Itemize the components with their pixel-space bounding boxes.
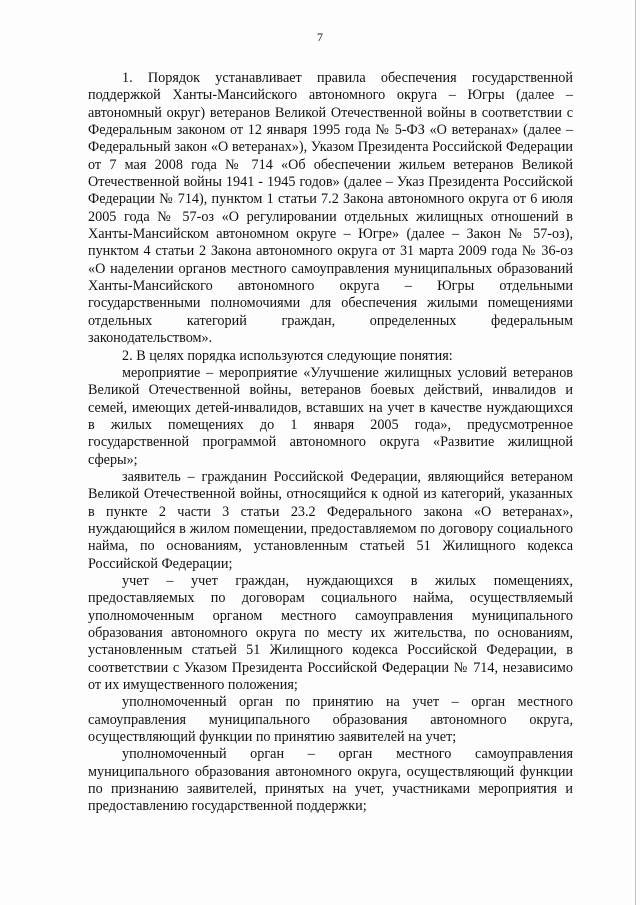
paragraph-1: 1. Порядок устанавливает правила обеспечения государственной поддержкой Ханты-Мансийского автономного округа – Югры (далее – автономный округ) ветеранов Великой Отечественной войны в соответствии с Федеральным законом от 12 января 1995 года № 5-ФЗ «О ветеранах» (далее – Федеральный закон «О ветеранах»), Указом Президента Российской Федерации от 7 мая 2008 года № 714 «Об обеспечении жильем ветеранов Великой Отечественной войны 1941 - 1945 годов» (далее – Указ Президента Российской Федерации № 714), пунктом 1 статьи 7.2 Закона автономного округа от 6 июля 2005 года № 57-оз «О регулировании отдельных жилищных отношений в Ханты-Мансийском автономном округе – Югре» (далее – Закон № 57-оз), пунктом 4 статьи 2 Закона автономного округа от 31 марта 2009 года № 36-оз «О наделении органов местного самоуправления муниципальных образований Ханты-Мансийского автономного округа – Югры отдельными государственными полномочиями для обеспечения жилыми помещениями отдельных категорий граждан, определенных федеральным законодательством». xyxy=(88,70,573,347)
page-edge xyxy=(635,0,636,905)
definition-registration: учет – учет граждан, нуждающихся в жилых помещениях, предоставляемых по договорам социального найма, осуществляемый уполномоченным органом местного самоуправления муниципального образования автономного округа по месту их жительства, по основаниям, установленным статьей 51 Жилищного кодекса Российской Федерации, в соответствии с Указом Президента Российской Федерации № 714, независимо от их имущественного положения; xyxy=(88,572,573,694)
page-number: 7 xyxy=(317,30,323,44)
document-body xyxy=(88,70,573,816)
definition-event: мероприятие – мероприятие «Улучшение жилищных условий ветеранов Великой Отечественной войны, ветеранов боевых действий, инвалидов и семей, имеющих детей-инвалидов, вставших на учет в качестве нуждающихся в жилых помещениях до 1 января 2005 года», предусмотренное государственной программой автономного округа «Развитие жилищной сферы»; xyxy=(88,364,573,468)
paragraph-2: 2. В целях порядка используются следующие понятия: xyxy=(122,347,453,364)
definition-applicant: заявитель – гражданин Российской Федерации, являющийся ветераном Великой Отечественной войны, относящийся к одной из категорий, указанных в пункте 2 части 3 статьи 23.2 Федерального закона «О ветеранах», нуждающийся в жилом помещении, предоставляемом по договору социального найма, по основаниям, установленным статьей 51 Жилищного кодекса Российской Федерации; xyxy=(88,468,573,572)
definition-authorized-body: уполномоченный орган – орган местного самоуправления муниципального образования автономного округа, осуществляющий функции по признанию заявителей, принятых на учет, участниками мероприятия и предоставлению государственной поддержки; xyxy=(88,746,573,815)
definition-registration-authority: уполномоченный орган по принятию на учет – орган местного самоуправления муниципального образования автономного округа, осуществляющий функции по принятию заявителей на учет; xyxy=(88,694,573,746)
